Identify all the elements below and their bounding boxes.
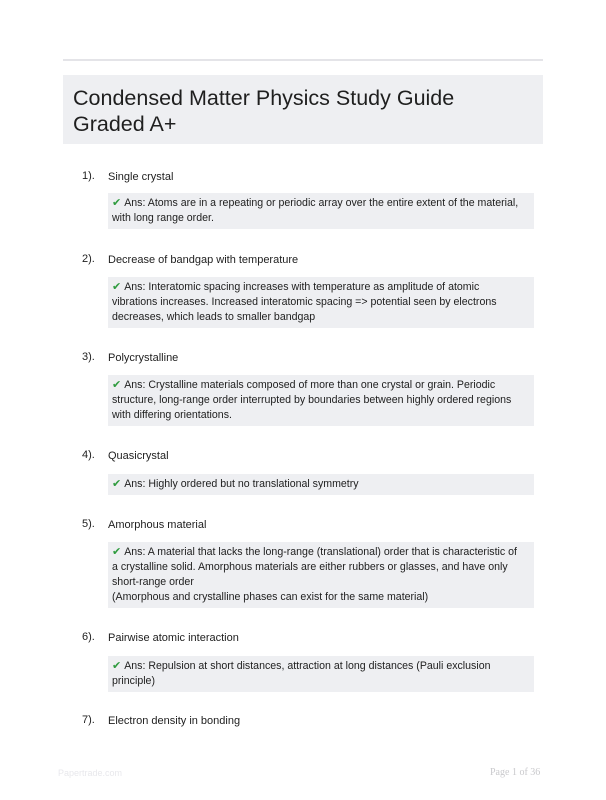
- answer-line: Ans: Highly ordered but no translational symmetry: [124, 478, 359, 490]
- answer-line: Ans: Crystalline materials composed of more than one crystal or grain. Periodic: [124, 379, 496, 391]
- answer-line: decreases, which leads to smaller bandgap: [112, 311, 316, 323]
- answer-line: Ans: Atoms are in a repeating or periodic array over the entire extent of the material,: [124, 197, 519, 209]
- answer-line: with long range order.: [112, 212, 214, 224]
- title-banner: [63, 75, 543, 144]
- check-icon: ✔: [112, 379, 122, 391]
- check-icon: ✔: [112, 660, 122, 672]
- answer-box: [108, 193, 534, 229]
- answer-line: with differing orientations.: [112, 409, 232, 421]
- question-text: Amorphous material: [108, 519, 207, 531]
- check-icon: ✔: [112, 197, 122, 209]
- question-number: 4).: [82, 449, 95, 461]
- question-text: Decrease of bandgap with temperature: [108, 254, 299, 266]
- question-number: 2).: [82, 253, 95, 265]
- answer-line: short-range order: [112, 576, 194, 588]
- question-number: 3).: [82, 351, 95, 363]
- check-icon: ✔: [112, 281, 122, 293]
- answer-line: Ans: Interatomic spacing increases with temperature as amplitude of atomic: [124, 281, 480, 293]
- answer-box: [108, 277, 534, 328]
- answer-box: [108, 656, 534, 692]
- check-icon: ✔: [112, 478, 122, 490]
- answer-line: Ans: A material that lacks the long-range (translational) order that is characteristic of: [124, 546, 517, 558]
- check-icon: ✔: [112, 546, 122, 558]
- answer-line: structure, long-range order interrupted by boundaries between highly ordered regions: [112, 394, 512, 406]
- question-number: 5).: [82, 518, 95, 530]
- answer-box: [108, 375, 534, 426]
- page-number: Page 1 of 36: [490, 767, 541, 778]
- question-number: 1).: [82, 170, 95, 182]
- question-text: Single crystal: [108, 171, 174, 183]
- question-text: Electron density in bonding: [108, 715, 241, 727]
- top-rule: [63, 59, 543, 61]
- question-text: Polycrystalline: [108, 352, 179, 364]
- page-title: Condensed Matter Physics Study Guide Graded A+: [73, 86, 455, 136]
- footer-watermark: Papertrade.com: [58, 768, 123, 778]
- question-text: Pairwise atomic interaction: [108, 632, 239, 644]
- answer-line: (Amorphous and crystalline phases can exist for the same material): [112, 591, 429, 603]
- answer-line: vibrations increases. Increased interatomic spacing => potential seen by electrons: [112, 296, 497, 308]
- question-number: 6).: [82, 631, 95, 643]
- answer-box: [108, 474, 534, 495]
- answer-line: Ans: Repulsion at short distances, attraction at long distances (Pauli exclusion: [124, 660, 491, 672]
- answer-box: [108, 542, 534, 608]
- answer-line: a crystalline solid. Amorphous materials are either rubbers or glasses, and have only: [112, 561, 508, 573]
- question-number: 7).: [82, 714, 95, 726]
- question-text: Quasicrystal: [108, 450, 169, 462]
- answer-line: principle): [112, 675, 155, 687]
